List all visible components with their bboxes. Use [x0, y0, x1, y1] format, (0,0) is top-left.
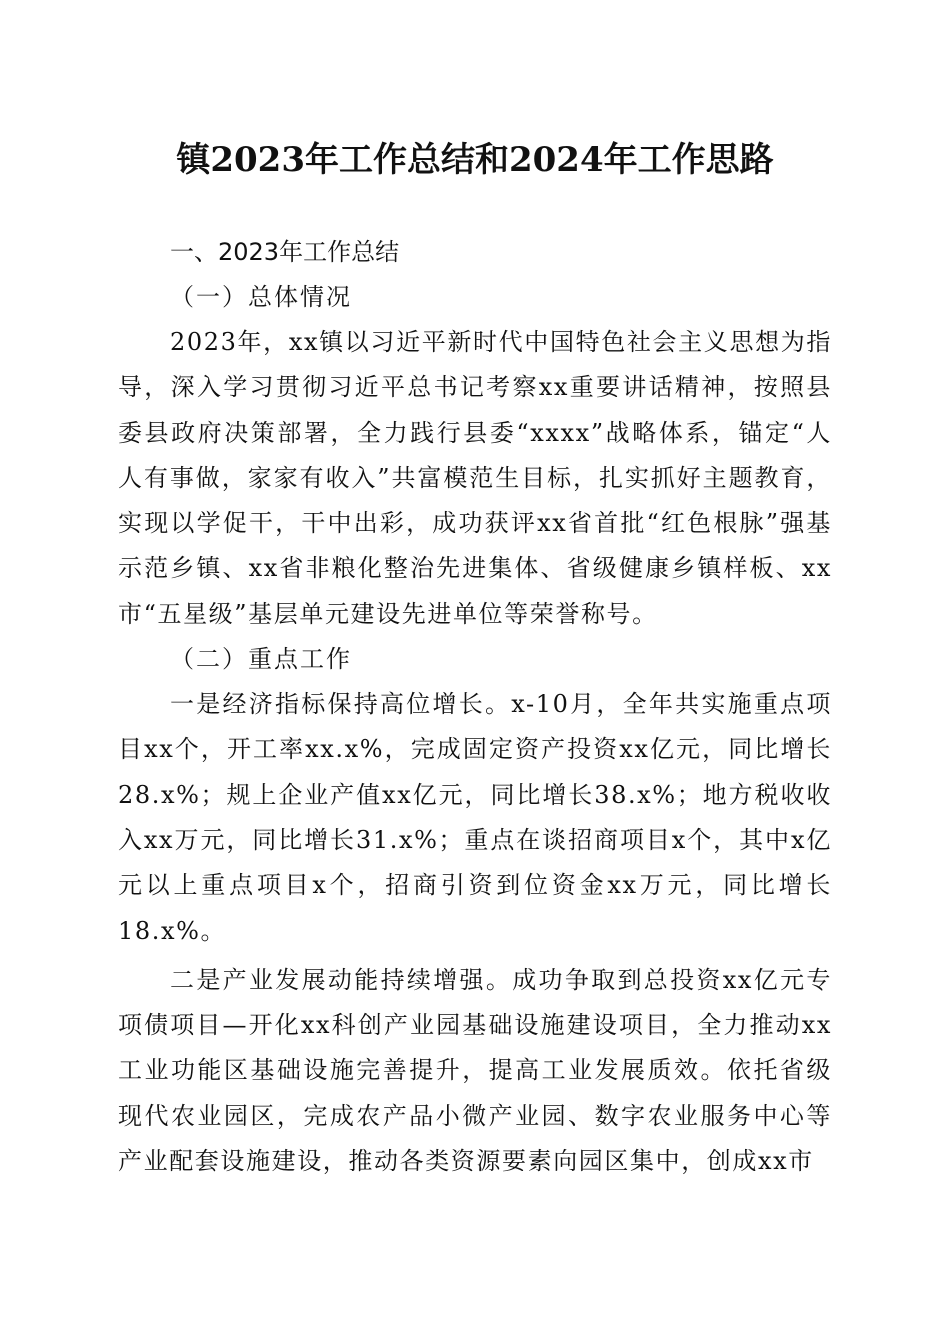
- document-title: 镇2023年工作总结和2024年工作思路: [176, 140, 774, 180]
- item-2-text: 成功争取到总投资xx亿元专项债项目—开化xx科创产业园基础设施建设项目，全力推动xx工业功能区基础设施完善提升，提高工业发展质效。依托省级现代农业园区，完成农产品小微产业园、数字农业服务中心等产业配套设施建设，推动各类资源要素向园区集中，创成xx市: [118, 965, 832, 1176]
- section-heading-summary: 一、2023年工作总结: [170, 238, 400, 266]
- document-body: [118, 230, 832, 1184]
- subsection-heading-overview: （一）总体情况: [170, 283, 352, 311]
- overview-paragraph: 2023年，xx镇以习近平新时代中国特色社会主义思想为指导，深入学习贯彻习近平总书记考察xx重要讲话精神，按照县委县政府决策部署，全力践行县委“xxxx”战略体系，锚定“人人有事做，家家有收入”共富模范生目标，扎实抓好主题教育，实现以学促干，干中出彩，成功获评xx省首批“红色根脉”强基示范乡镇、xx省非粮化整治先进集体、省级健康乡镇样板、xx市“五星级”基层单元建设先进单位等荣誉称号。: [118, 328, 832, 628]
- key-work-item-1: [118, 682, 832, 954]
- subsection-heading-key-work: （二）重点工作: [170, 645, 352, 674]
- item-2-lead: 二是产业发展动能持续增强。: [170, 965, 513, 994]
- key-work-item-2: [118, 958, 832, 1184]
- item-1-text: x-10月，全年共实施重点项目xx个，开工率xx.x%，完成固定资产投资xx亿元，同比增长28.x%；规上企业产值xx亿元，同比增长38.x%；地方税收收入xx万元，同比增长31.x%；重点在谈招商项目x个，其中x亿元以上重点项目x个，招商引资到位资金xx万元，同比增长18.x%。: [118, 690, 832, 945]
- item-1-lead: 一是经济指标保持高位增长。: [170, 690, 512, 719]
